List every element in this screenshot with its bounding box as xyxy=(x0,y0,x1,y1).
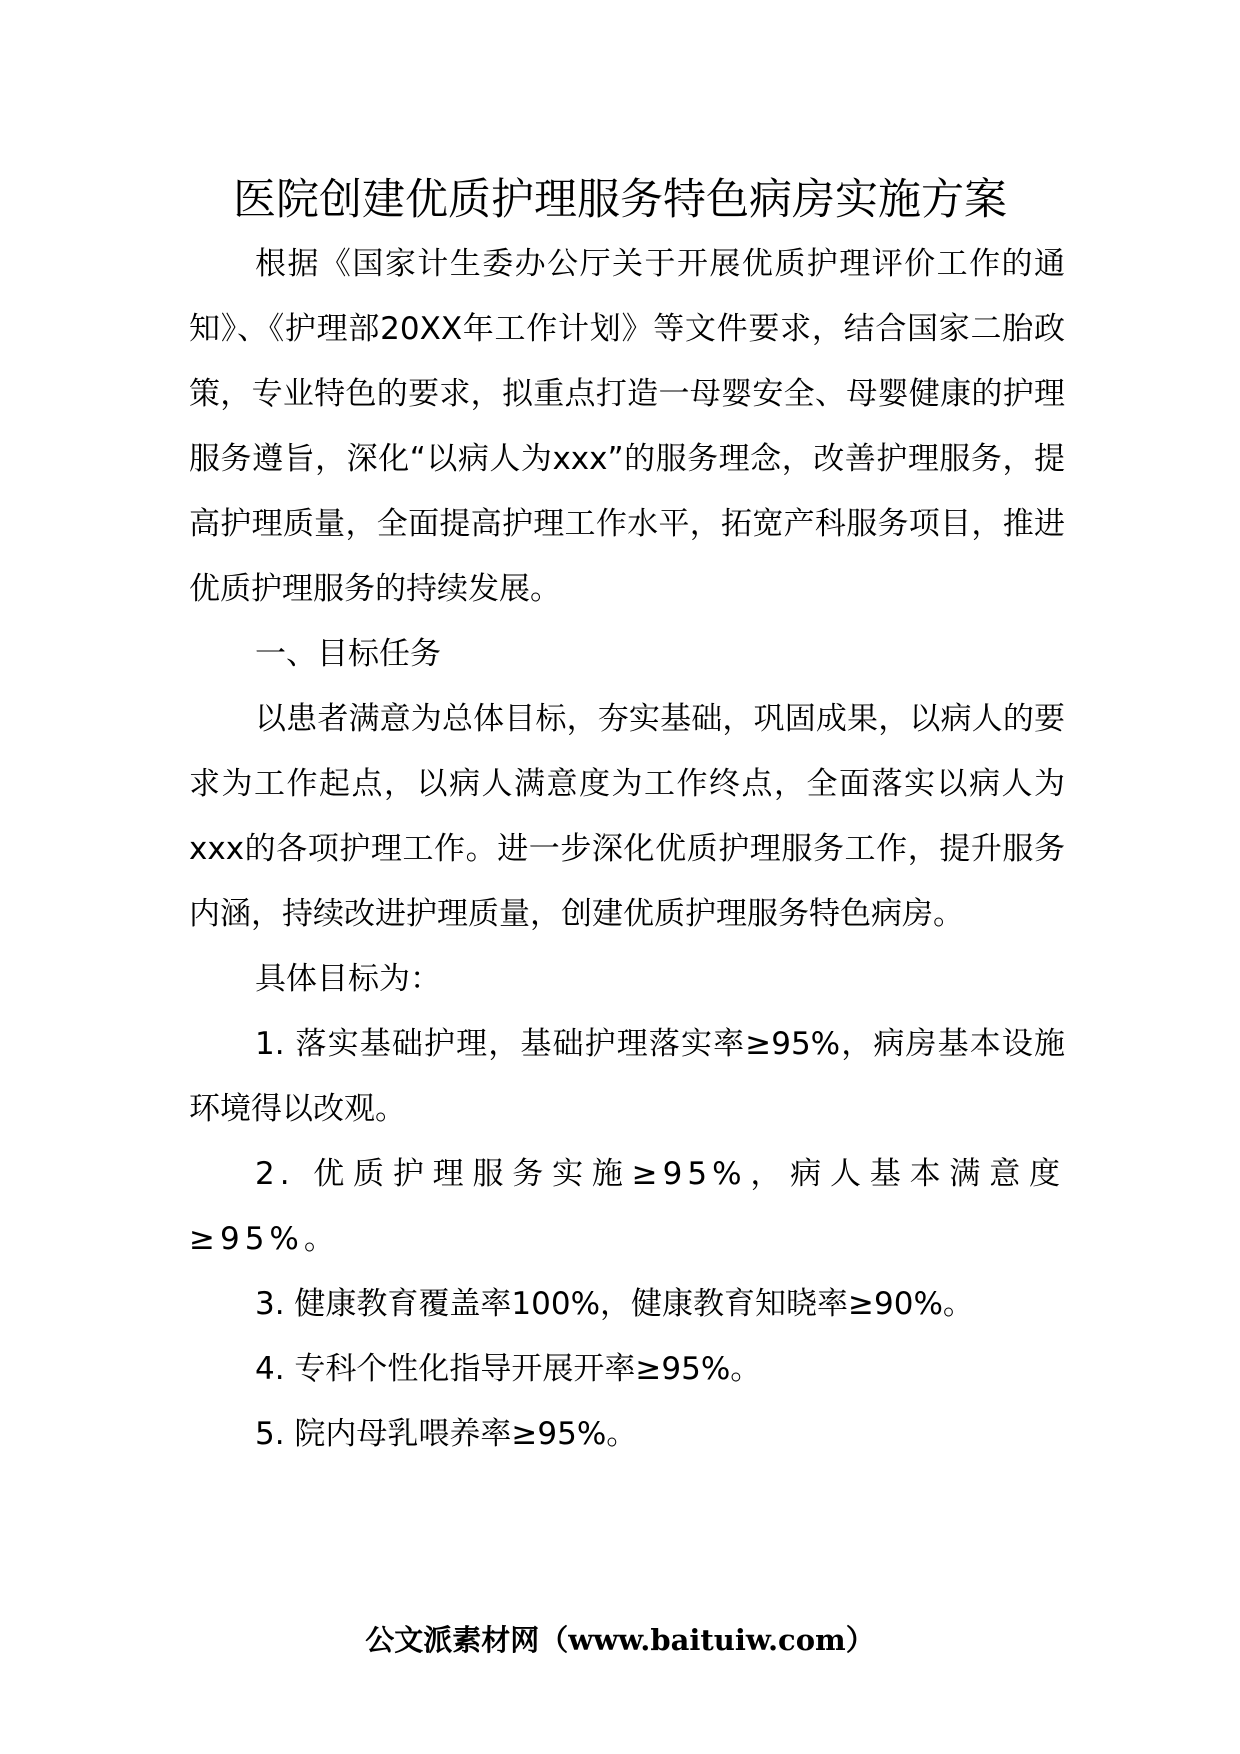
goal-paragraph: 以患者满意为总体目标，夯实基础，巩固成果，以病人的要求为工作起点，以病人满意度为工作终点，全面落实以病人为xxx的各项护理工作。进一步深化优质护理服务工作，提升服务内涵，持续改进护理质量，创建优质护理服务特色病房。 xyxy=(189,701,1065,932)
goal-item-3: 3. 健康教育覆盖率100%，健康教育知晓率≥90%。 xyxy=(255,1286,974,1322)
goal-item-2: 2. 优质护理服务实施≥95%，病人基本满意度≥95%。 xyxy=(189,1156,1065,1257)
section-heading: 一、目标任务 xyxy=(255,636,441,672)
document-title: 医院创建优质护理服务特色病房实施方案 xyxy=(233,175,1007,225)
document-body xyxy=(189,232,1065,1467)
goal-item-4: 4. 专科个性化指导开展开率≥95%。 xyxy=(255,1351,762,1387)
goal-item-5: 5. 院内母乳喂养率≥95%。 xyxy=(255,1416,638,1452)
goal-item-1: 1. 落实基础护理，基础护理落实率≥95%，病房基本设施环境得以改观。 xyxy=(189,1026,1065,1127)
intro-paragraph: 根据《国家计生委办公厅关于开展优质护理评价工作的通知》、《护理部20XX年工作计划》等文件要求，结合国家二胎政策，专业特色的要求，拟重点打造一母婴安全、母婴健康的护理服务遵旨，深化“以病人为xxx”的服务理念，改善护理服务，提高护理质量，全面提高护理工作水平，拓宽产科服务项目，推进优质护理服务的持续发展。 xyxy=(189,246,1065,607)
specific-goals-label: 具体目标为： xyxy=(255,961,441,997)
source-footer: 公文派素材网（www.baituiw.com） xyxy=(365,1623,875,1657)
